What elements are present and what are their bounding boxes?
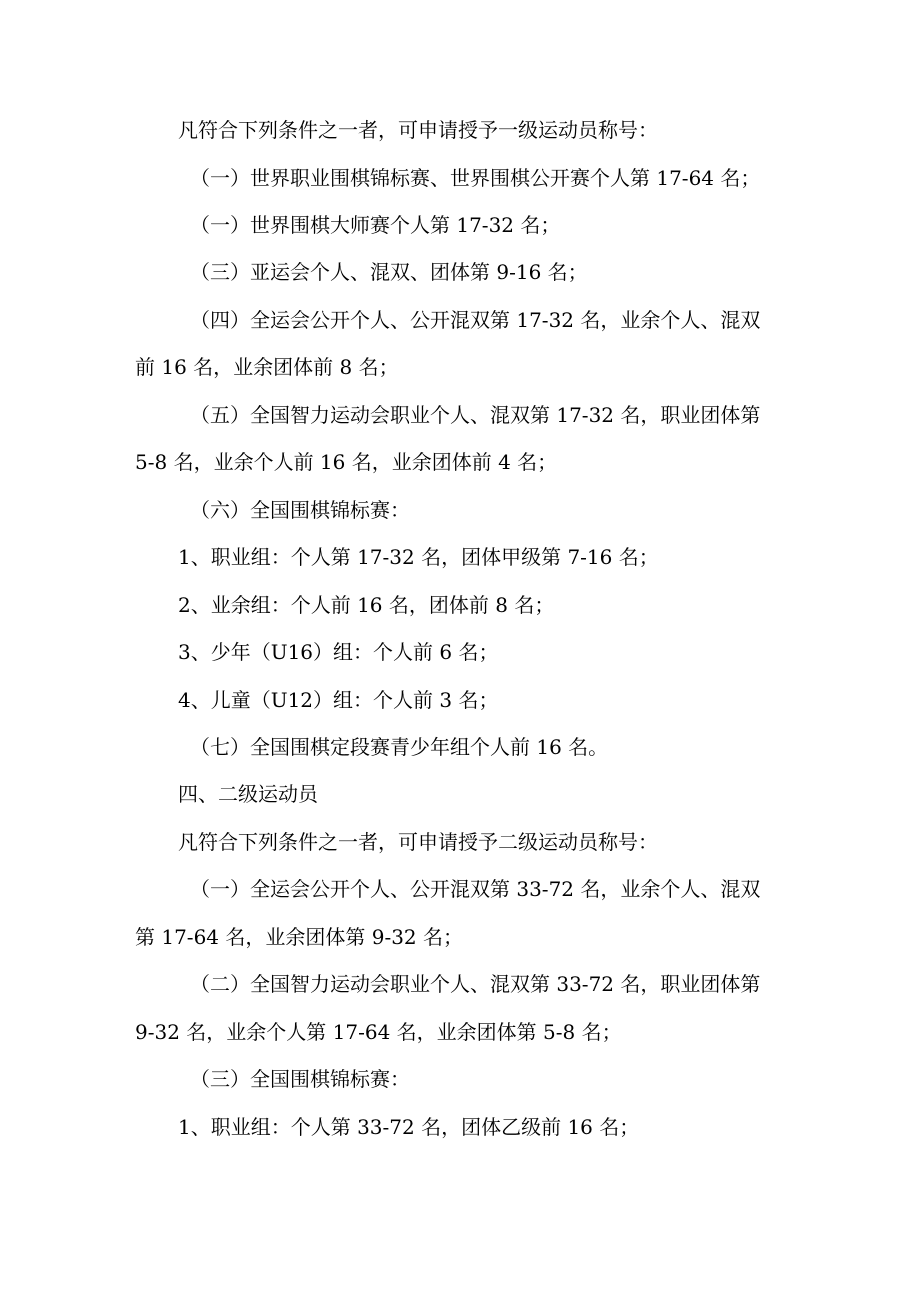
sub-list-item: 2、业余组：个人前 16 名，团体前 8 名；	[178, 593, 555, 617]
sub-list-item: 3、少年（U16）组：个人前 6 名；	[178, 640, 499, 664]
section-heading-level2: 四、二级运动员	[178, 782, 318, 806]
sub-list-item: 4、儿童（U12）组：个人前 3 名；	[178, 688, 499, 712]
list-item: （七）全国围棋定段赛青少年组个人前 16 名。	[190, 735, 609, 759]
list-item: （四）全运会公开个人、公开混双第 17-32 名，业余个人、混双	[190, 308, 761, 332]
paragraph-level2-intro: 凡符合下列条件之一者，可申请授予二级运动员称号：	[178, 830, 658, 854]
list-item: （一）全运会公开个人、公开混双第 33-72 名，业余个人、混双	[190, 877, 761, 901]
list-item: （一）世界围棋大师赛个人第 17-32 名；	[190, 213, 561, 237]
list-item-continuation: 前 16 名，业余团体前 8 名；	[135, 355, 399, 379]
list-item: （六）全国围棋锦标赛：	[190, 498, 410, 522]
sub-list-item: 1、职业组：个人第 33-72 名，团体乙级前 16 名；	[178, 1115, 640, 1139]
paragraph-level1-intro: 凡符合下列条件之一者，可申请授予一级运动员称号：	[178, 118, 658, 142]
list-item: （五）全国智力运动会职业个人、混双第 17-32 名，职业团体第	[190, 403, 761, 427]
list-item-continuation: 9-32 名，业余个人第 17-64 名，业余团体第 5-8 名；	[135, 1020, 622, 1044]
list-item: （一）世界职业围棋锦标赛、世界围棋公开赛个人第 17-64 名；	[190, 166, 761, 190]
list-item: （三）全国围棋锦标赛：	[190, 1067, 410, 1091]
list-item-continuation: 5-8 名，业余个人前 16 名，业余团体前 4 名；	[135, 450, 558, 474]
sub-list-item: 1、职业组：个人第 17-32 名，团体甲级第 7-16 名；	[178, 545, 659, 569]
list-item: （二）全国智力运动会职业个人、混双第 33-72 名，职业团体第	[190, 972, 761, 996]
list-item: （三）亚运会个人、混双、团体第 9-16 名；	[190, 260, 588, 284]
list-item-continuation: 第 17-64 名，业余团体第 9-32 名；	[135, 925, 464, 949]
